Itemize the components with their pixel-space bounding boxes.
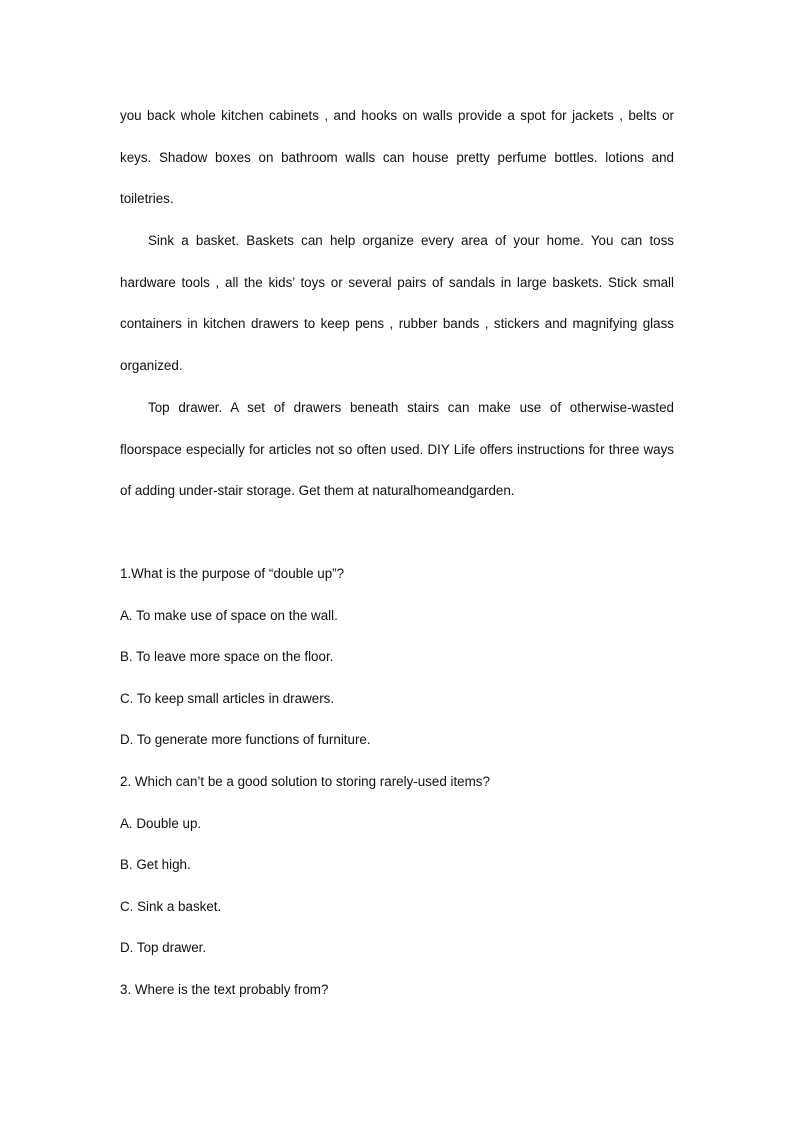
question-1-option-d: D. To generate more functions of furniture. (120, 732, 371, 747)
question-2: 2. Which can’t be a good solution to storing rarely-used items? (120, 774, 490, 789)
question-1-option-c: C. To keep small articles in drawers. (120, 691, 335, 706)
question-2-option-b: B. Get high. (120, 857, 191, 872)
question-2-option-d: D. Top drawer. (120, 940, 207, 955)
paragraph-2-heading: Sink a basket (148, 233, 236, 248)
passage-paragraph-1 (120, 95, 674, 220)
passage-paragraph-sink-a-basket (120, 220, 674, 386)
paragraph-3-text: . A set of drawers beneath stairs can make use of otherwise-wasted floorspace especially for articles not so often used. DIY Life offers instructions for three ways of adding under-stair storage. Get them at naturalhomeandgarden. (120, 400, 674, 499)
question-2-option-c: C. Sink a basket. (120, 899, 222, 914)
question-2-option-a: A. Double up. (120, 816, 202, 831)
question-1-option-a: A. To make use of space on the wall. (120, 608, 338, 623)
paragraph-3-heading: Top drawer (148, 400, 219, 415)
passage-paragraph-top-drawer (120, 387, 674, 512)
paragraph-1-text: you back whole kitchen cabinets , and hooks on walls provide a spot for jackets , belts or keys. Shadow boxes on bathroom walls can house pretty perfume bottles. lotions and toiletries. (120, 108, 674, 207)
question-1: 1.What is the purpose of “double up”? (120, 566, 345, 581)
question-3: 3. Where is the text probably from? (120, 982, 329, 997)
paragraph-2-text: . Baskets can help organize every area of your home. You can toss hardware tools , all the kids’ toys or several pairs of sandals in large baskets. Stick small containers in kitchen drawers to keep pens , rubber bands , stickers and magnifying glass organized. (120, 233, 675, 373)
question-1-option-b: B. To leave more space on the floor. (120, 649, 334, 664)
